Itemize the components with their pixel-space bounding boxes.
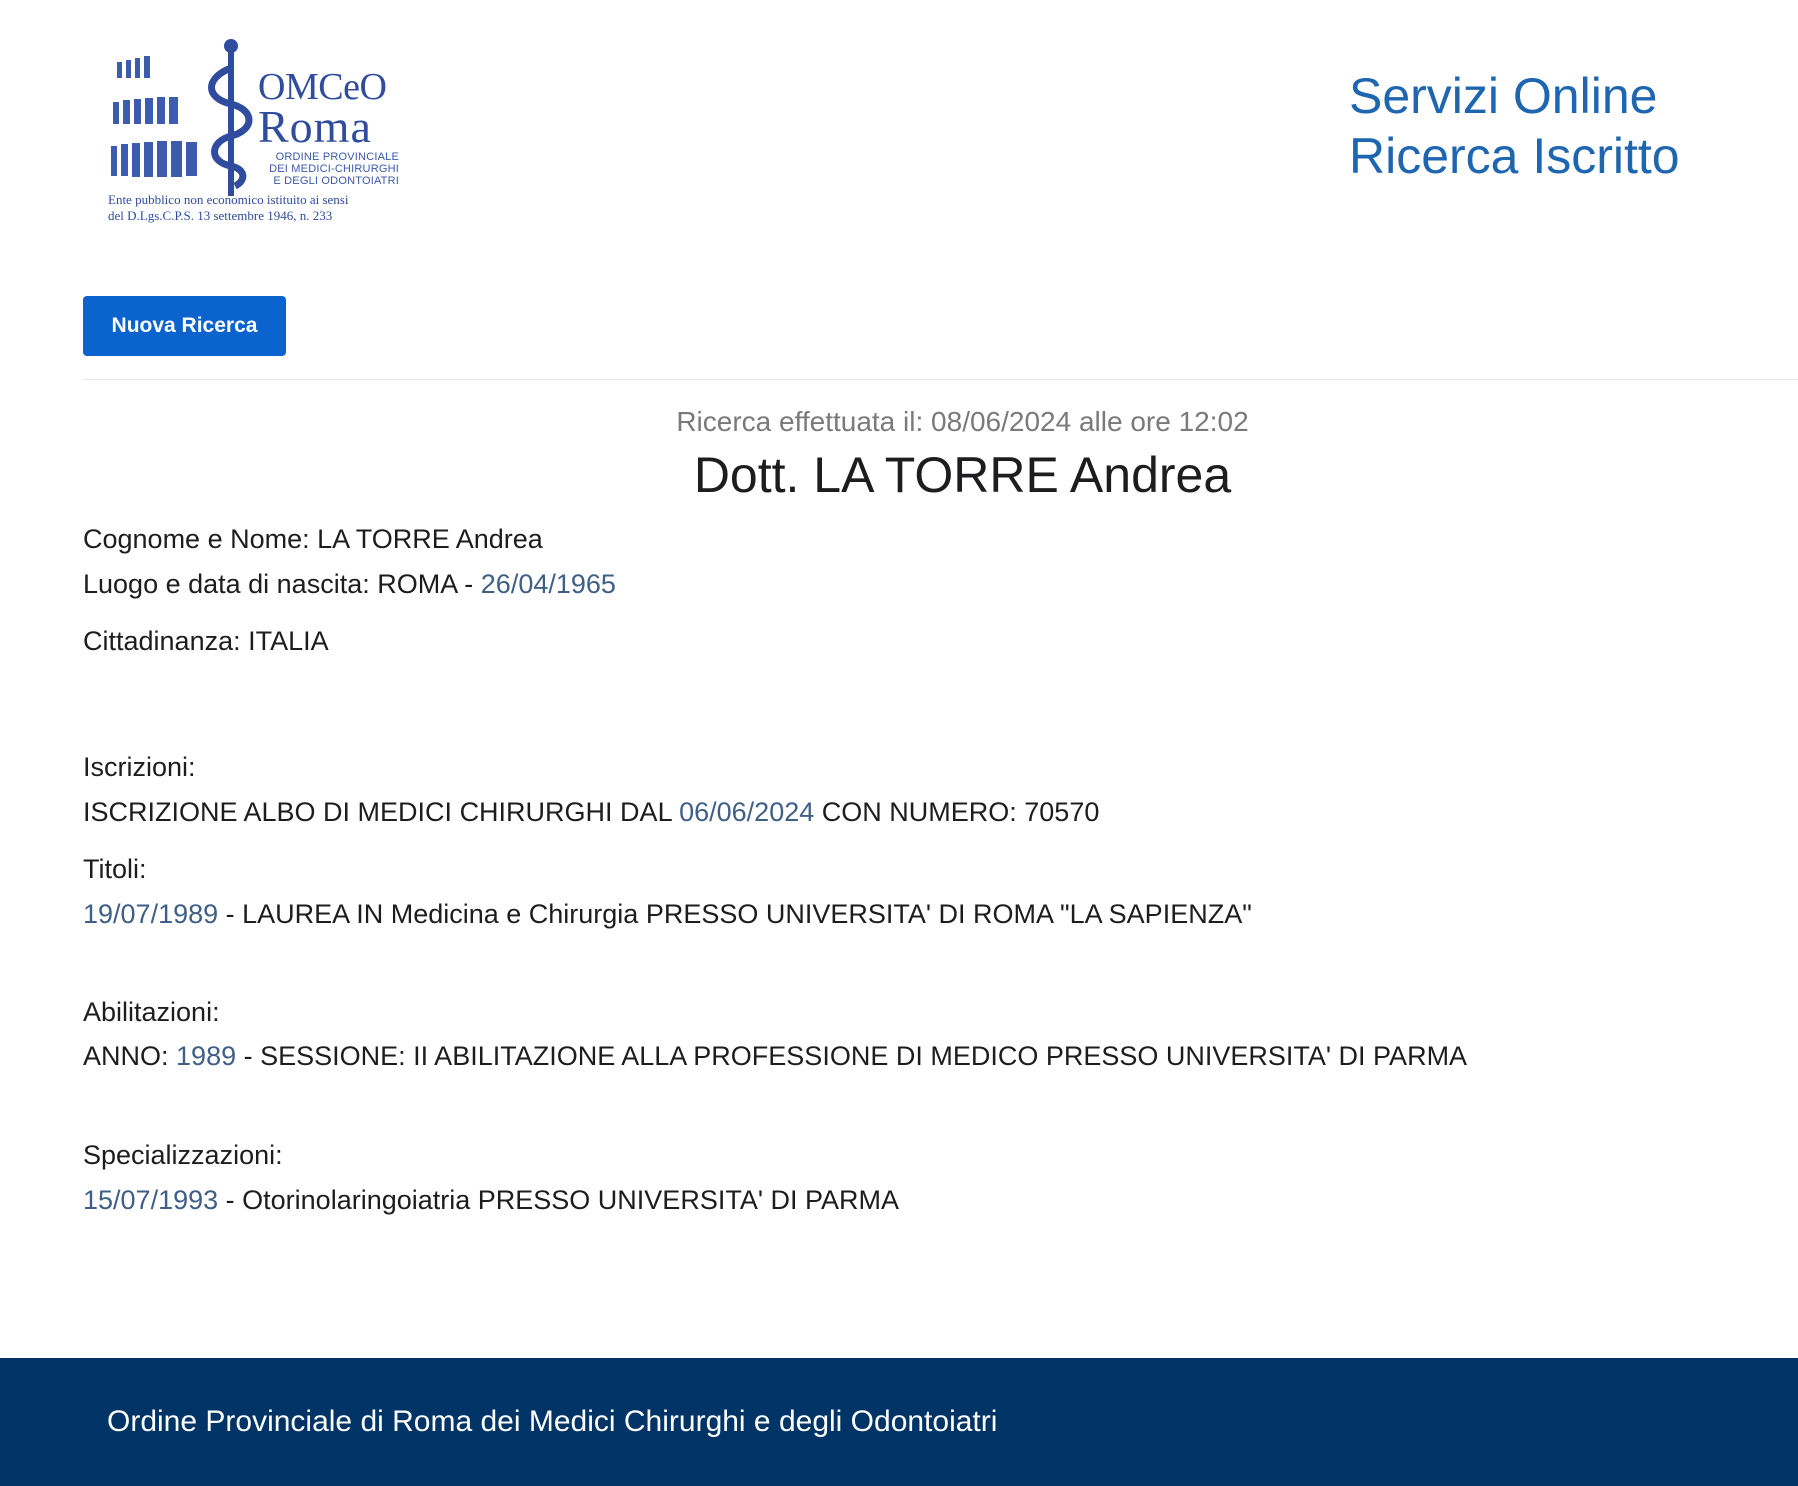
specializzazioni-text: - Otorinolaringoiatria PRESSO UNIVERSITA' DI PARMA	[225, 1185, 899, 1215]
search-time-prefix: alle ore	[1078, 406, 1171, 437]
titoli-date: 19/07/1989	[83, 899, 219, 929]
page-heading	[1349, 66, 1680, 186]
abilitazioni-text: - SESSIONE: II ABILITAZIONE ALLA PROFESSIONE DI MEDICO PRESSO UNIVERSITA' DI PARMA	[243, 1041, 1468, 1071]
titoli-text: - LAUREA IN Medicina e Chirurgia PRESSO UNIVERSITA' DI ROMA "LA SAPIENZA"	[225, 899, 1252, 929]
iscrizioni-date: 06/06/2024	[679, 797, 815, 827]
abilitazioni-row	[83, 1041, 1467, 1072]
new-search-button[interactable]: Nuova Ricerca	[83, 296, 286, 356]
logo-subtitle-line: ORDINE PROVINCIALE	[275, 151, 399, 163]
iscrizioni-label: Iscrizioni:	[83, 752, 196, 782]
logo-legal-line: del D.Lgs.C.P.S. 13 settembre 1946, n. 233	[108, 208, 333, 223]
name-row	[83, 524, 543, 555]
heading-line-1: Servizi Online	[1349, 68, 1658, 124]
logo-subtitle-line: DEI MEDICI-CHIRURGHI	[269, 163, 399, 175]
name-label: Cognome e Nome:	[83, 524, 310, 554]
name-value: LA TORRE Andrea	[317, 524, 543, 554]
citizenship-value: ITALIA	[248, 626, 329, 656]
abilitazioni-year: 1989	[176, 1041, 237, 1071]
logo-subtitle-line: E DEGLI ODONTOIATRI	[273, 175, 399, 187]
search-timestamp	[0, 406, 1798, 438]
iscrizioni-text-suffix: CON NUMERO: 70570	[821, 797, 1100, 827]
search-time: 12:02	[1178, 406, 1249, 437]
footer-text: Ordine Provinciale di Roma dei Medici Chirurghi e degli Odontoiatri	[107, 1405, 998, 1438]
birth-place: ROMA	[377, 569, 457, 599]
person-title: Dott. LA TORRE Andrea	[693, 447, 1232, 503]
header	[0, 0, 1798, 260]
logo-subtitle	[259, 151, 399, 187]
iscrizioni-row	[83, 797, 1099, 828]
birth-separator: -	[464, 569, 474, 599]
birth-date: 26/04/1965	[480, 569, 616, 599]
omceo-logo[interactable]	[105, 38, 405, 228]
citizenship-row	[83, 626, 329, 657]
iscrizioni-text-prefix: ISCRIZIONE ALBO DI MEDICI CHIRURGHI DAL	[83, 797, 672, 827]
abilitazioni-prefix: ANNO:	[83, 1041, 169, 1071]
specializzazioni-label: Specializzazioni:	[83, 1140, 283, 1170]
search-prefix: Ricerca effettuata il:	[676, 406, 924, 437]
logo-legal-line: Ente pubblico non economico istituito ai sensi	[108, 192, 349, 207]
divider	[83, 379, 1798, 380]
birth-row	[83, 569, 616, 600]
citizenship-label: Cittadinanza:	[83, 626, 241, 656]
footer	[0, 1358, 1798, 1486]
specializzazioni-row	[83, 1185, 899, 1216]
search-date: 08/06/2024	[931, 406, 1072, 437]
heading-line-2: Ricerca Iscritto	[1349, 128, 1680, 184]
specializzazioni-date: 15/07/1993	[83, 1185, 219, 1215]
titoli-label: Titoli:	[83, 854, 147, 884]
abilitazioni-label: Abilitazioni:	[83, 997, 220, 1027]
titoli-row	[83, 899, 1252, 930]
logo-name-top: OMCeO	[258, 66, 387, 108]
birth-label: Luogo e data di nascita:	[83, 569, 370, 599]
logo-name-bottom: Roma	[258, 101, 372, 152]
logo-legal-text	[108, 192, 400, 224]
